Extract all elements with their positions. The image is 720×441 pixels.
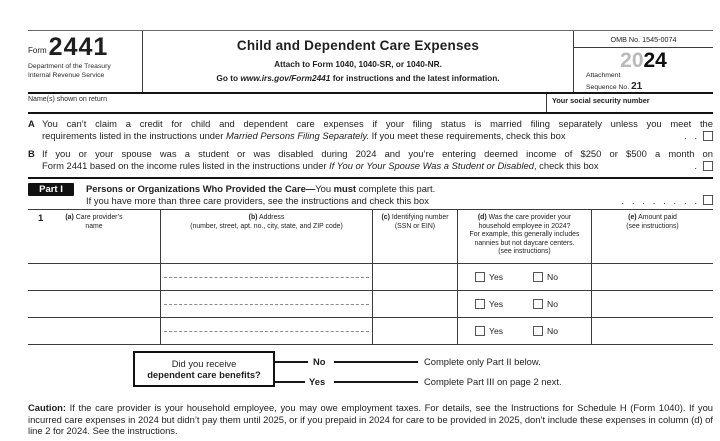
notice-b-italic: If You or Your Spouse Was a Student or Disabled — [329, 160, 534, 171]
dot-leader: . . — [683, 130, 697, 141]
part1-line2: If you have more than three care providers, see the instructions and check this box — [86, 194, 429, 206]
part1-title-reg2: complete this part. — [356, 183, 436, 194]
yes-label: Yes — [489, 299, 504, 309]
ssn-label: Your social security number — [552, 96, 650, 105]
col-a-tag: (a) — [65, 214, 74, 221]
notice-a-pre: requirements listed in the instructions under — [42, 130, 226, 141]
col-b-line2: (number, street, apt. no., city, state, and ZIP code) — [190, 222, 343, 230]
checkbox-provider-2-yes[interactable] — [475, 299, 485, 309]
provider-3-address-cell[interactable] — [161, 318, 373, 345]
dot-leader: . . . . . . . . — [621, 194, 697, 206]
goto-post: for instructions and the latest information. — [330, 73, 500, 83]
benefits-question-line2: dependent care benefits? — [147, 369, 261, 380]
ssn-field[interactable] — [546, 94, 713, 112]
caution-label: Caution: — [28, 402, 67, 413]
col-d-line3: For example, this generally includes — [469, 231, 580, 239]
col-c-tag: (c) — [381, 214, 390, 221]
notice-a-italic: Married Persons Filing Separately. — [225, 130, 370, 141]
col-c-line1: Identifying number — [391, 214, 449, 221]
provider-1-name-cell[interactable] — [28, 264, 161, 291]
provider-2-id-cell[interactable] — [373, 291, 458, 318]
checkbox-provider-1-yes[interactable] — [475, 272, 485, 282]
agency-block — [28, 63, 142, 81]
checkbox-provider-2-no[interactable] — [533, 299, 543, 309]
no-branch-label: No — [313, 356, 326, 367]
notice-b — [28, 148, 713, 172]
address-writein-line — [164, 331, 369, 332]
col-d-line2: household employee in 2024? — [478, 222, 571, 230]
col-a-line1: Care provider’s — [75, 214, 123, 221]
omb-number: OMB No. 1545-0074 — [574, 31, 713, 48]
sequence-number: 21 — [631, 81, 643, 93]
notice-b-line1: If you or your spouse was a student or was disabled during 2024 and you’re entering deemed income of $250 or $500 a month on — [42, 148, 713, 159]
agency-line-2: Internal Revenue Service — [28, 72, 105, 80]
tax-year-prefix: 20 — [620, 49, 644, 72]
col-b-line1: Address — [259, 214, 285, 221]
provider-2-amount-cell[interactable] — [592, 291, 713, 318]
sequence-line — [586, 80, 713, 94]
agency-line-1: Department of the Treasury — [28, 63, 111, 71]
name-field[interactable] — [28, 94, 546, 112]
omb-block — [574, 31, 713, 92]
provider-1-address-cell[interactable] — [161, 264, 373, 291]
irs-url: www.irs.gov/Form2441 — [240, 73, 331, 83]
provider-1-employee-cell — [458, 264, 592, 291]
benefits-question-box — [133, 351, 275, 387]
col-header-household-employee — [458, 210, 592, 264]
col-e-line1: Amount paid — [638, 214, 677, 221]
checkbox-married-filing-separately[interactable] — [703, 131, 713, 141]
form-title: Child and Dependent Care Expenses — [236, 38, 480, 53]
attachment-label: Attachment — [586, 72, 621, 79]
notice-a — [28, 118, 713, 142]
benefits-question-line1: Did you receive — [171, 357, 237, 369]
taxpayer-row — [28, 94, 713, 114]
part1-title-must: must — [333, 183, 357, 194]
caution-text: If the care provider is your household employee, you may owe employment taxes. For details, see the Instructions for Schedule H (Form 1040). If you incurred care expenses in 2024 but didn’t pay them until 2025, or if you prepaid in 2024 for care to be provided in 2025, don’t include these expenses in column (d) of line 2 for 2024. See the instructions. — [28, 402, 713, 436]
provider-2-employee-cell — [458, 291, 592, 318]
no-label: No — [547, 326, 559, 336]
no-label: No — [547, 299, 559, 309]
notice-a-line2 — [42, 130, 566, 142]
col-c-line2: (SSN or EIN) — [394, 222, 436, 230]
yes-label: Yes — [489, 272, 504, 282]
notice-a-line1: You can’t claim a credit for child and dependent care expenses if your filing status is married filing separately unless you meet the — [42, 118, 713, 129]
yes-label: Yes — [489, 326, 504, 336]
provider-3-amount-cell[interactable] — [592, 318, 713, 345]
part1-title — [86, 183, 713, 195]
form-identity-block — [28, 31, 143, 92]
connector-line — [334, 361, 418, 363]
col-header-amount-paid — [592, 210, 713, 264]
part1-title-block — [86, 183, 713, 206]
provider-3-employee-cell — [458, 318, 592, 345]
dependent-care-benefits-flowchart — [28, 349, 713, 396]
provider-2-name-cell[interactable] — [28, 291, 161, 318]
part1-badge: Part I — [28, 183, 74, 196]
caution-note — [28, 402, 713, 437]
col-e-line2: (see instructions) — [626, 222, 679, 230]
provider-3-name-cell[interactable] — [28, 318, 161, 345]
col-d-line1: Was the care provider your — [488, 214, 572, 221]
line-1-number: 1 — [38, 213, 44, 224]
col-d-line4: nannies but not daycare centers. — [474, 239, 575, 247]
provider-1-amount-cell[interactable] — [592, 264, 713, 291]
form-label: Form — [28, 46, 47, 56]
name-label: Name(s) shown on return — [28, 96, 107, 103]
connector-line — [275, 381, 305, 383]
address-writein-line — [164, 304, 369, 305]
no-branch-result: Complete only Part II below. — [424, 356, 541, 367]
checkbox-student-or-disabled[interactable] — [703, 161, 713, 171]
col-d-tag: (d) — [477, 214, 487, 221]
notice-b-line2 — [42, 160, 599, 172]
checkbox-more-than-three-providers[interactable] — [703, 195, 713, 205]
form-title-block — [143, 31, 574, 92]
col-header-address — [161, 210, 373, 264]
notice-a-post: If you meet these requirements, check this box — [369, 130, 566, 141]
provider-3-id-cell[interactable] — [373, 318, 458, 345]
connector-line — [275, 361, 308, 363]
checkbox-provider-3-yes[interactable] — [475, 326, 485, 336]
sequence-label: Sequence No. — [586, 84, 630, 92]
attach-instruction: Attach to Form 1040, 1040-SR, or 1040-NR. — [274, 59, 442, 69]
tax-year-suffix: 24 — [643, 49, 667, 72]
form-header — [28, 30, 713, 94]
notice-b-pre: Form 2441 based on the income rules listed in the instructions under — [42, 160, 330, 171]
col-b-tag: (b) — [248, 214, 258, 221]
col-e-tag: (e) — [628, 214, 637, 221]
col-a-line2: name — [85, 222, 103, 230]
yes-branch-label: Yes — [309, 376, 326, 387]
notice-b-post: , check this box — [533, 160, 599, 171]
checkbox-provider-1-no[interactable] — [533, 272, 543, 282]
notices-section — [28, 114, 713, 179]
col-header-identifying-number — [373, 210, 458, 264]
goto-instruction — [143, 73, 573, 83]
part1-title-bold: Persons or Organizations Who Provided the Care— — [86, 183, 316, 194]
connector-line — [334, 381, 418, 383]
attachment-sequence — [574, 71, 713, 94]
form-number: 2441 — [48, 33, 109, 61]
goto-pre: Go to — [216, 73, 241, 83]
address-writein-line — [164, 277, 369, 278]
checkbox-provider-3-no[interactable] — [533, 326, 543, 336]
dot-leader: . — [694, 160, 697, 171]
col-header-care-provider-name — [28, 210, 161, 264]
notice-a-label: A — [28, 118, 35, 129]
care-provider-table — [28, 209, 713, 345]
notice-b-label: B — [28, 148, 35, 159]
part1-title-reg1: You — [315, 183, 334, 194]
part1-header — [28, 179, 713, 209]
form-number-block — [28, 33, 142, 61]
no-label: No — [547, 272, 559, 282]
tax-year — [574, 48, 713, 71]
provider-2-address-cell[interactable] — [161, 291, 373, 318]
col-d-line5: (see instructions) — [498, 248, 551, 256]
provider-1-id-cell[interactable] — [373, 264, 458, 291]
yes-branch-result: Complete Part III on page 2 next. — [424, 376, 562, 387]
